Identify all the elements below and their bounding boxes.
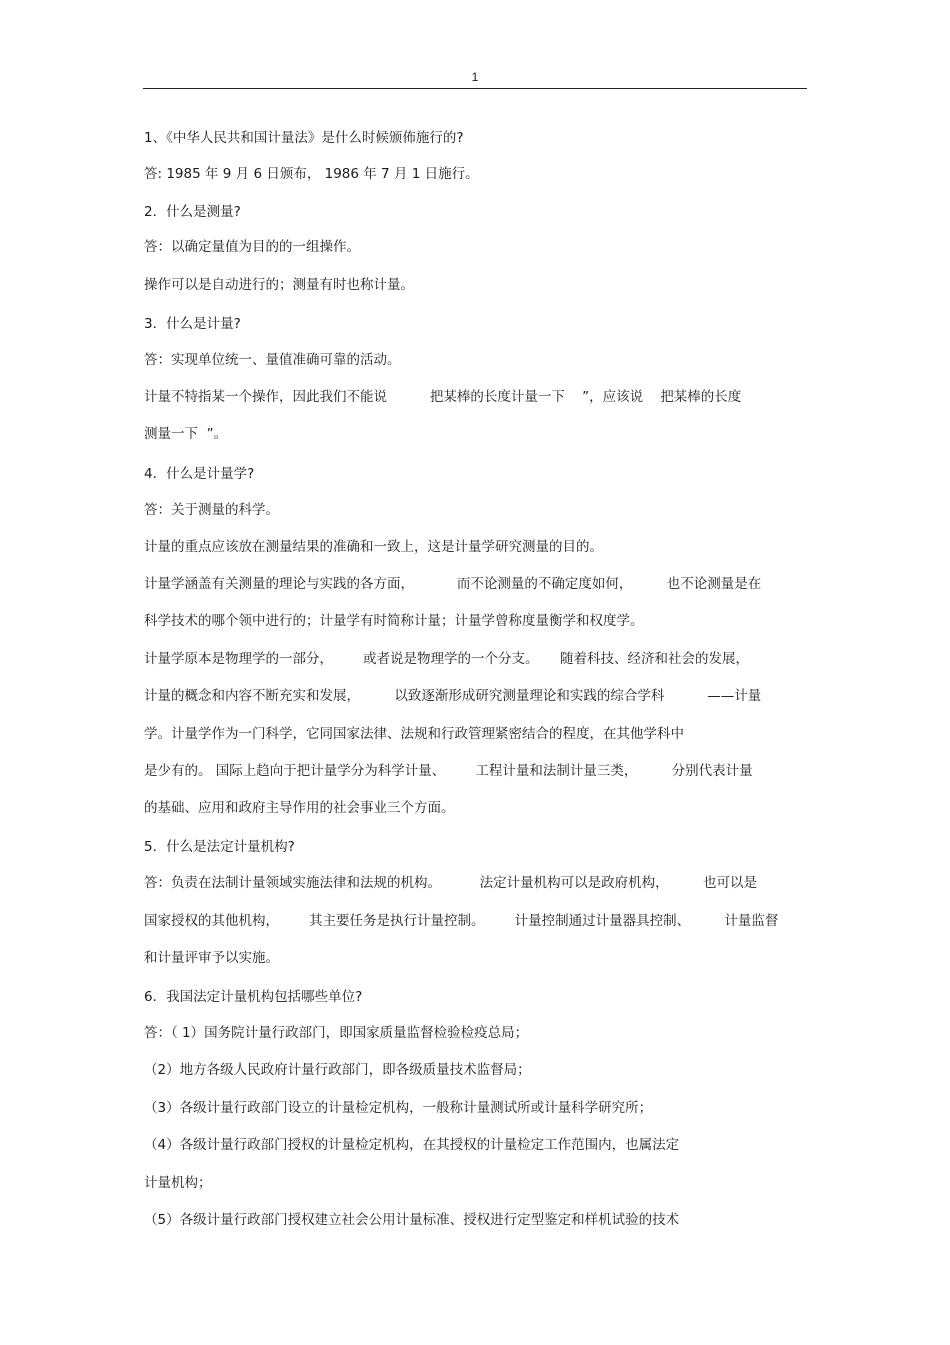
answer-6-item-1: 答：（ 1）国务院计量行政部门，即国家质量监督检验检疫总局；	[144, 1025, 529, 1041]
answer-6-item-3: （3）各级计量行政部门设立的计量检定机构，一般称计量测试所或计量科学研究所；	[144, 1100, 653, 1116]
question-3: 3．什么是计量?	[144, 316, 241, 332]
answer-4-para-3-line-2: 计量的概念和内容不断充实和发展， 以致逐渐形成研究测量理论和实践的综合学科 ——计量	[144, 688, 762, 704]
answer-4-para-3-line-4: 是少有的。 国际上趋向于把计量学分为科学计量、 工程计量和法制计量三类， 分别代表计量	[144, 763, 753, 779]
header-rule	[143, 88, 807, 89]
question-2: 2．什么是测量?	[144, 204, 241, 220]
answer-4-para-3-line-1: 计量学原本是物理学的一部分， 或者说是物理学的一个分支。 随着科技、经济和社会的发展，	[144, 651, 749, 667]
answer-4-para-1: 计量的重点应该放在测量结果的准确和一致上，这是计量学研究测量的目的。	[144, 539, 603, 555]
answer-4-para-2-line-1: 计量学涵盖有关测量的理论与实践的各方面， 而不论测量的不确定度如何， 也不论测量是在	[144, 576, 762, 592]
answer-3-note-line-2: 测量一下 ”。	[144, 426, 228, 442]
question-1: 1、《中华人民共和国计量法》是什么时候颁佈施行的?	[144, 130, 464, 146]
question-6: 6．我国法定计量机构包括哪些单位?	[144, 989, 363, 1005]
page-number: 1	[471, 70, 479, 84]
answer-5-line-1: 答：负责在法制计量领域实施法律和法规的机构。 法定计量机构可以是政府机构， 也可以是	[144, 875, 757, 891]
answer-6-item-2: （2）地方各级人民政府计量行政部门，即各级质量技术监督局；	[144, 1062, 531, 1078]
question-5: 5．什么是法定计量机构?	[144, 839, 295, 855]
answer-6-item-4-line-2: 计量机构；	[144, 1175, 212, 1191]
answer-3: 答：实现单位统一、量值准确可靠的活动。	[144, 352, 401, 368]
answer-3-note-line-1: 计量不特指某一个操作，因此我们不能说 把某棒的长度计量一下 ”，应该说 把某棒的长度	[144, 389, 742, 405]
answer-6-item-4-line-1: （4）各级计量行政部门授权的计量检定机构，在其授权的计量检定工作范围内，也属法定	[144, 1137, 680, 1153]
answer-1: 答: 1985 年 9 月 6 日颁布， 1986 年 7 月 1 日施行。	[144, 166, 479, 182]
answer-2-note: 操作可以是自动进行的；测量有时也称计量。	[144, 277, 414, 293]
answer-4-para-2-line-2: 科学技术的哪个领中进行的；计量学有时简称计量；计量学曾称度量衡学和权度学。	[144, 613, 644, 629]
answer-4-para-3-line-5: 的基础、应用和政府主导作用的社会事业三个方面。	[144, 800, 455, 816]
question-4: 4．什么是计量学?	[144, 466, 255, 482]
answer-6-item-5: （5）各级计量行政部门授权建立社会公用计量标准、授权进行定型鉴定和样机试验的技术	[144, 1212, 680, 1228]
answer-2: 答：以确定量值为目的的一组操作。	[144, 239, 360, 255]
answer-5-line-3: 和计量评审予以实施。	[144, 950, 279, 966]
answer-4: 答：关于测量的科学。	[144, 502, 279, 518]
answer-4-para-3-line-3: 学。计量学作为一门科学，它同国家法律、法规和行政管理紧密结合的程度，在其他学科中	[144, 726, 684, 742]
answer-5-line-2: 国家授权的其他机构， 其主要任务是执行计量控制。 计量控制通过计量器具控制、 计量监督	[144, 913, 779, 929]
